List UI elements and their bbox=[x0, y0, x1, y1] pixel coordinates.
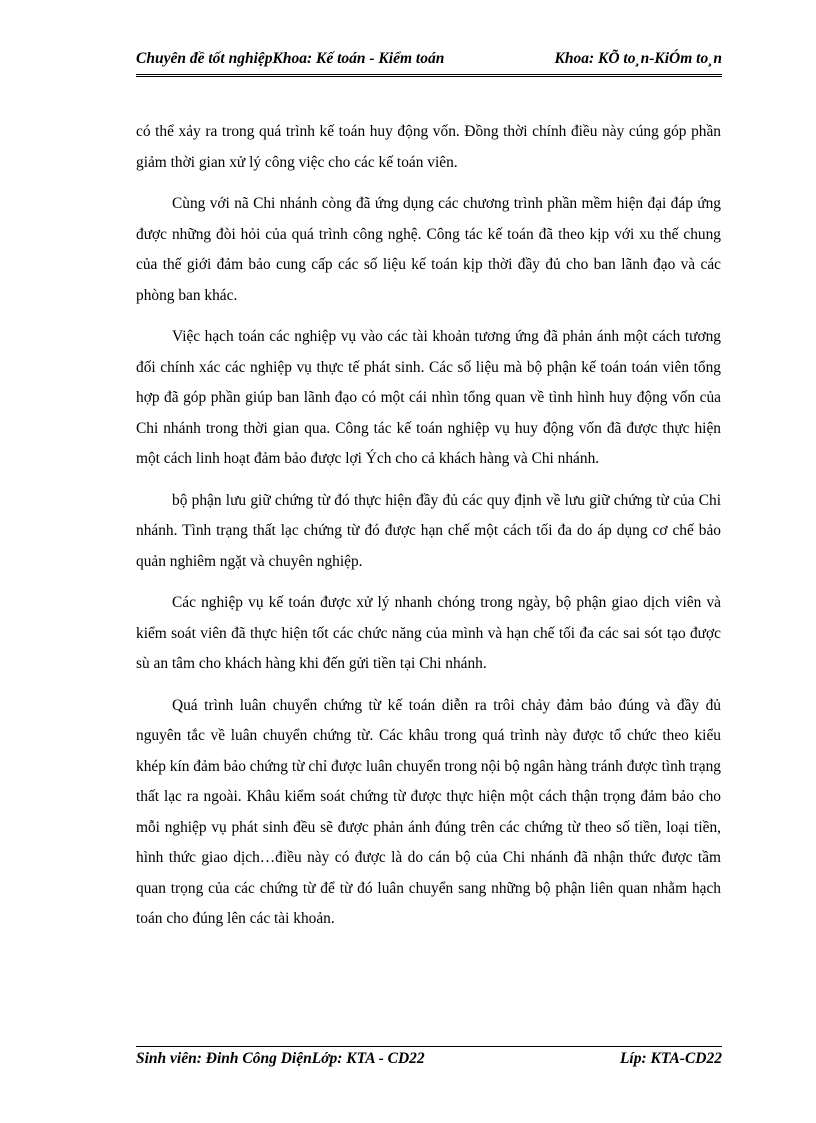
paragraph-3: Việc hạch toán các nghiệp vụ vào các tài khoản tương ứng đã phản ánh một cách tương đối chính xác các nghiệp vụ thực tế phát sinh. Các số liệu mà bộ phận kế toán toán viên tổng hợp đã góp phần giúp ban lãnh đạo có một cái nhìn tổng quan về tình hình huy động vốn của Chi nhánh trong thời gian qua. Công tác kế toán nghiệp vụ huy động vốn đã được thực hiện một cách linh hoạt đảm bảo được lợi Ých cho cả khách hàng và Chi nhánh. bbox=[136, 328, 721, 467]
footer-student: Sinh viên: Đinh Công DiệnLớp: KTA - CD22 bbox=[136, 1050, 425, 1067]
paragraph-1: có thể xảy ra trong quá trình kế toán huy động vốn. Đồng thời chính điều này cúng góp phần giảm thời gian xử lý công việc cho các kế toán viên. bbox=[136, 123, 721, 171]
header-title: Chuyên đề tốt nghiệpKhoa: Kế toán - Kiểm toán bbox=[136, 50, 445, 67]
paragraph-5: Các nghiệp vụ kế toán được xử lý nhanh chóng trong ngày, bộ phận giao dịch viên và kiểm soát viên đã thực hiện tốt các chức năng của mình và hạn chế tối đa các sai sót tạo được sù an tâm cho khách hàng khi đến gửi tiền tại Chi nhánh. bbox=[136, 594, 721, 672]
paragraph-4: bộ phận lưu giữ chứng từ đó thực hiện đầy đủ các quy định về lưu giữ chứng từ của Chi nhánh. Tình trạng thất lạc chứng từ đó được hạn chế một cách tối đa do áp dụng cơ chế bảo quản nghiêm ngặt và chuyên nghiệp. bbox=[136, 491, 721, 570]
paragraph-6: Quá trình luân chuyển chứng từ kế toán diễn ra trôi chảy đảm bảo đúng và đầy đủ nguyên tắc về luân chuyển chứng từ. Các khâu trong quá trình này được tổ chức theo kiểu khép kín đảm bảo chứng từ chỉ được luân chuyển trong nội bộ ngân hàng tránh được tình trạng thất lạc ra ngoài. Khâu kiểm soát chứng từ được thực hiện một cách thận trọng đảm bảo cho mỗi nghiệp vụ phát sinh đều sẽ được phản ánh đúng trên các chứng từ theo số tiền, loại tiền, hình thức giao dịch…điều này có được là do cán bộ của Chi nhánh đã nhận thức được tầm quan trọng của các chứng từ để từ đó luân chuyển sang những bộ phận liên quan nhằm hạch toán cho đúng lên các tài khoản. bbox=[136, 696, 721, 927]
document-body bbox=[136, 117, 721, 946]
page-header bbox=[136, 48, 722, 77]
page-footer bbox=[136, 1046, 722, 1073]
paragraph-2: Cùng với nã Chi nhánh còng đã ứng dụng các chương trình phần mềm hiện đại đáp ứng được những đòi hỏi của quá trình công nghệ. Công tác kế toán đã theo kịp với xu thế chung của thế giới đảm bảo cung cấp các số liệu kế toán kịp thời đầy đủ cho ban lãnh đạo và các phòng ban khác. bbox=[136, 195, 721, 304]
header-department: Khoa: KÕ to¸n-KiÓm to¸n bbox=[554, 50, 722, 67]
footer-class: Líp: KTA-CD22 bbox=[619, 1050, 722, 1067]
